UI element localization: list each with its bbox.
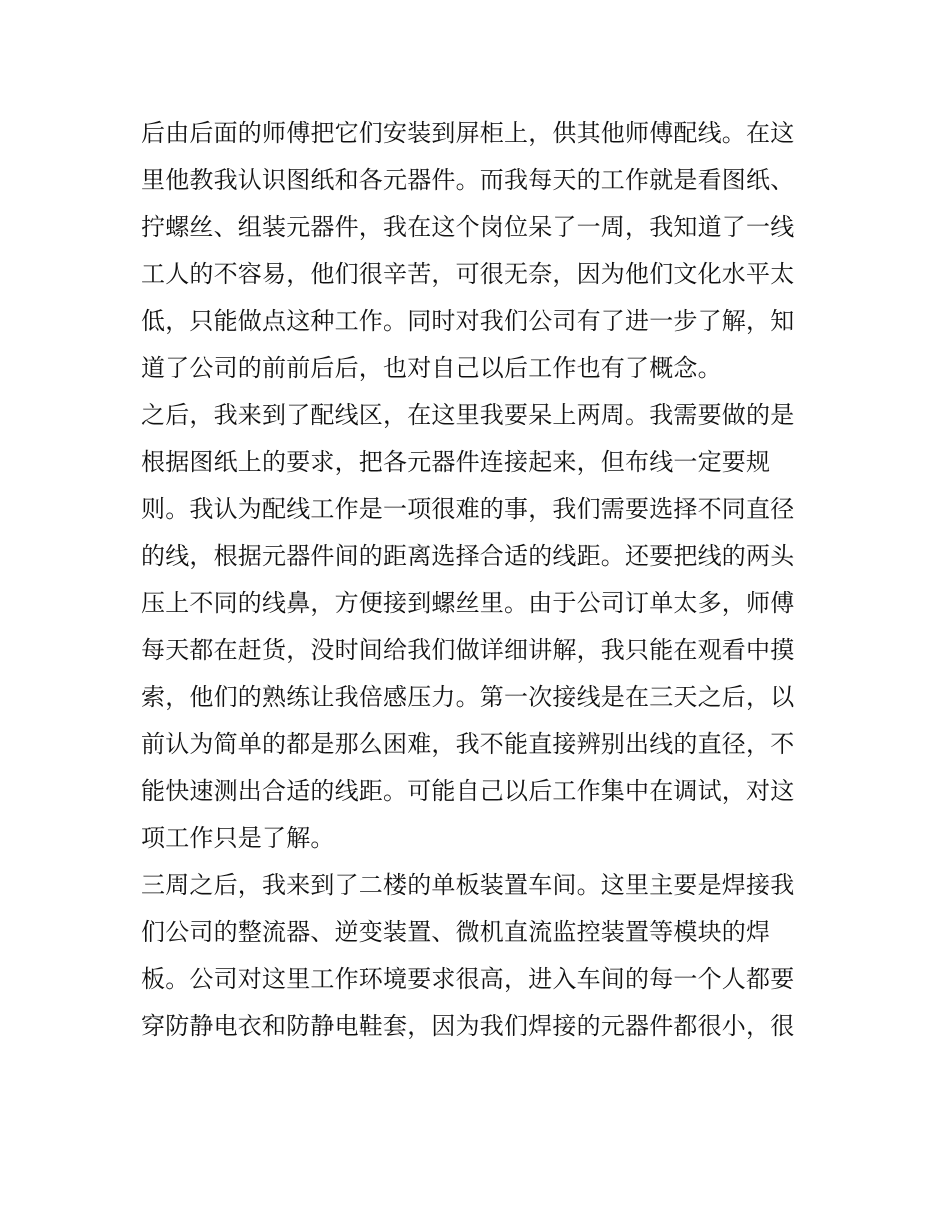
text-line: 的线，根据元器件间的距离选择合适的线距。还要把线的两头: [141, 542, 795, 570]
text-line: 工人的不容易，他们很辛苦，可很无奈，因为他们文化水平太: [141, 260, 795, 288]
body-text: [141, 110, 813, 1050]
text-line: 道了公司的前前后后，也对自己以后工作也有了概念。: [141, 354, 722, 382]
text-line: 根据图纸上的要求，把各元器件连接起来，但布线一定要规: [141, 448, 771, 476]
text-line: 低，只能做点这种工作。同时对我们公司有了进一步了解，知: [141, 307, 795, 335]
text-line: 拧螺丝、组装元器件，我在这个岗位呆了一周，我知道了一线: [141, 213, 795, 241]
text-line: 穿防静电衣和防静电鞋套，因为我们焊接的元器件都很小，很: [141, 1012, 795, 1040]
text-line: 前认为简单的都是那么困难，我不能直接辨别出线的直径，不: [141, 730, 795, 758]
text-line: 板。公司对这里工作环境要求很高，进入车间的每一个人都要: [141, 965, 795, 993]
text-line: 能快速测出合适的线距。可能自己以后工作集中在调试，对这: [141, 777, 795, 805]
text-line: 三周之后，我来到了二楼的单板装置车间。这里主要是焊接我: [141, 871, 795, 899]
text-line: 压上不同的线鼻，方便接到螺丝里。由于公司订单太多，师傅: [141, 589, 795, 617]
text-line: 后由后面的师傅把它们安装到屏柜上，供其他师傅配线。在这: [141, 119, 795, 147]
text-line: 则。我认为配线工作是一项很难的事，我们需要选择不同直径: [141, 495, 795, 523]
text-line: 索，他们的熟练让我倍感压力。第一次接线是在三天之后，以: [141, 683, 795, 711]
text-line: 项工作只是了解。: [141, 824, 335, 852]
text-line: 们公司的整流器、逆变装置、微机直流监控装置等模块的焊: [141, 918, 771, 946]
text-line: 之后，我来到了配线区，在这里我要呆上两周。我需要做的是: [141, 401, 795, 429]
text-line: 每天都在赶货，没时间给我们做详细讲解，我只能在观看中摸: [141, 636, 795, 664]
text-line: 里他教我认识图纸和各元器件。而我每天的工作就是看图纸、: [141, 166, 795, 194]
